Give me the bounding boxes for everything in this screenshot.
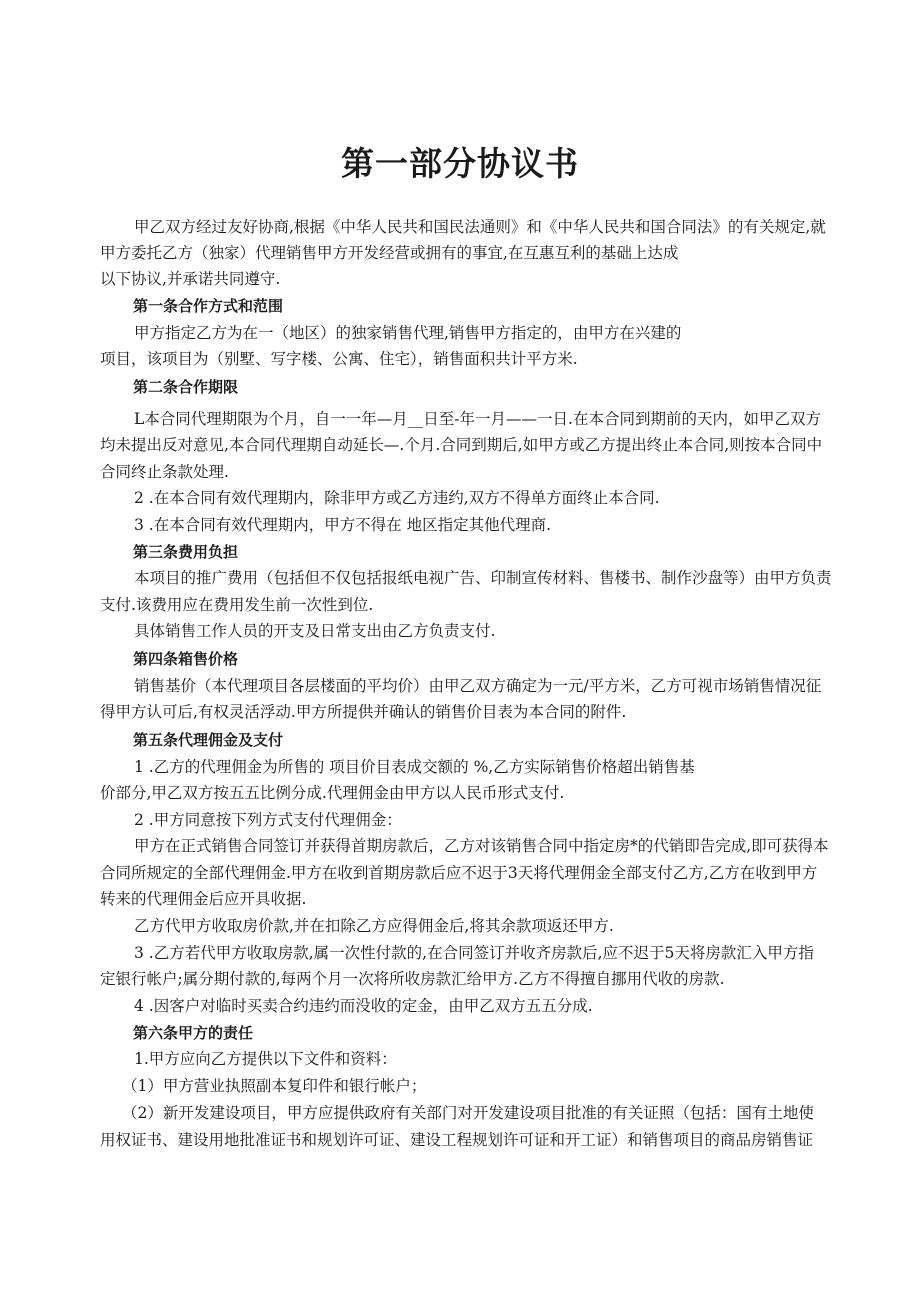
paragraph-line: 4 .因客户对临时买卖合约违约而没收的定金，由甲乙双方五五分成. [134, 997, 593, 1015]
paragraph-line: 本项目的推广费用（包括但不仅包括报纸电视广告、印制宣传材料、售楼书、制作沙盘等）由甲方负责 [134, 569, 832, 587]
section-heading: 第四条箱售价格 [133, 650, 239, 668]
paragraph-line: 价部分,甲乙双方按五五比例分成.代理佣金由甲方以人民币形式支付. [100, 784, 565, 802]
paragraph-line: 定银行帐户;属分期付款的,每两个月一次将所收房款汇给甲方.乙方不得擅自挪用代收的房款. [100, 970, 725, 988]
paragraph-line: 甲方委托乙方（独家）代理销售甲方开发经营或拥有的事宜,在互惠互利的基础上达成 [100, 244, 679, 262]
paragraph-line: 1.甲方应向乙方提供以下文件和资料： [134, 1050, 397, 1068]
paragraph-line: 2 .在本合同有效代理期内，除非甲方或乙方违约,双方不得单方面终止本合同. [134, 489, 660, 507]
paragraph-line: 乙方代甲方收取房价款,并在扣除乙方应得佣金后,将其余款项返还甲方. [134, 917, 614, 935]
paragraph-line: 3 .乙方若代甲方收取房款,属一次性付款的,在合同签订并收齐房款后,应不迟于5天将房款汇入甲方指 [134, 944, 814, 962]
paragraph-line: 3 .在本合同有效代理期内，甲方不得在 地区指定其他代理商. [134, 516, 552, 534]
paragraph-line: 项目，该项目为（别墅、写字楼、公寓、住宅），销售面积共计平方米. [100, 350, 578, 368]
section-heading: 第三条费用负担 [133, 543, 239, 561]
page-title: 第一部分协议书 [341, 144, 579, 183]
paragraph-line: 甲方在正式销售合同签订并获得首期房款后，乙方对该销售合同中指定房*的代销即告完成,即可获得本 [134, 837, 829, 855]
paragraph-line: 具体销售工作人员的开支及日常支出由乙方负责支付. [134, 622, 496, 640]
paragraph-line: 销售基价（本代理项目各层楼面的平均价）由甲乙双方确定为一元/平方米，乙方可视市场销售情况征 [134, 677, 822, 695]
paragraph-line: 支付.该费用应在费用发生前一次性到位. [100, 596, 374, 614]
paragraph-line: 合同所规定的全部代理佣金.甲方在收到首期房款后应不迟于3天将代理佣金全部支付乙方,乙方在收到甲方 [100, 864, 818, 882]
paragraph-line: （2）新开发建设项目，甲方应提供政府有关部门对开发建设项目批准的有关证照（包括：国有土地使 [122, 1104, 814, 1122]
paragraph-line: 转来的代理佣金后应开具收据. [100, 890, 307, 908]
paragraph-line: 合同终止条款处理. [100, 463, 229, 481]
paragraph-line: （1）甲方营业执照副本复印件和银行帐户； [122, 1077, 427, 1095]
section-heading: 第二条合作期限 [133, 378, 239, 396]
section-heading: 第六条甲方的责任 [133, 1024, 254, 1042]
section-heading: 第五条代理佣金及支付 [133, 731, 284, 749]
paragraph-line: 均未提出反对意见,本合同代理期自动延长—.个月.合同到期后,如甲方或乙方提出终止本合同,则按本合同中 [100, 436, 823, 454]
paragraph-line: 1 .乙方的代理佣金为所售的 项目价目表成交额的 %,乙方实际销售价格超出销售基 [134, 758, 695, 776]
paragraph-line: 2 .甲方同意按下列方式支付代理佣金： [134, 811, 402, 829]
paragraph-line: 用权证书、建设用地批准证书和规划许可证、建设工程规划许可证和开工证）和销售项目的商品房销售证 [100, 1131, 814, 1149]
section-heading: 第一条合作方式和范围 [133, 297, 284, 315]
paragraph-line: 甲方指定乙方为在一（地区）的独家销售代理,销售甲方指定的，由甲方在兴建的 [134, 324, 682, 342]
paragraph-line: 甲乙双方经过友好协商,根据《中华人民共和国民法通则》和《中华人民共和国合同法》的有关规定,就 [134, 218, 826, 236]
paragraph-line: 以下协议,并承诺共同遵守. [100, 270, 281, 288]
paragraph-line: 得甲方认可后,有权灵活浮动.甲方所提供并确认的销售价目表为本合同的附件. [100, 703, 627, 721]
paragraph-line: L本合同代理期限为个月，自一一年—月__日至-年一月——一日.在本合同到期前的天内，如甲乙双方 [134, 410, 821, 428]
